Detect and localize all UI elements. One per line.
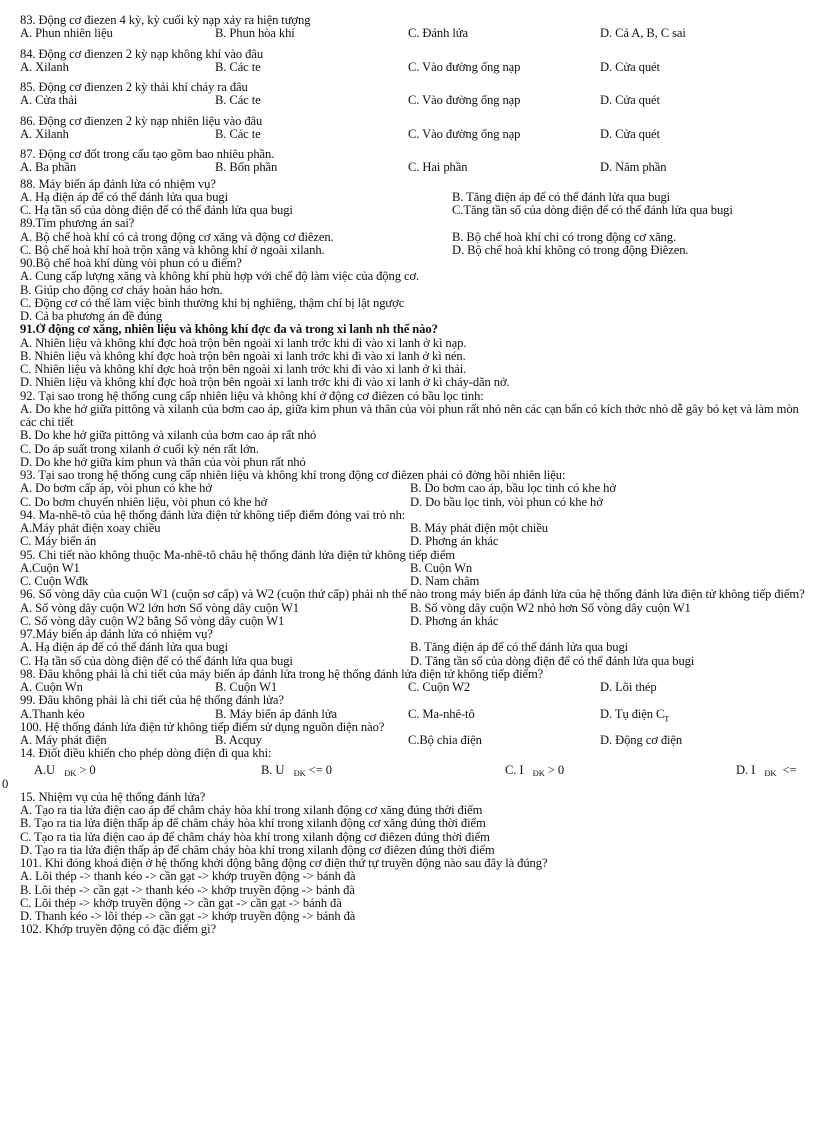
question-98 bbox=[20, 668, 806, 695]
option-a: A. Do bơm cấp áp, vòi phun có khe hở bbox=[20, 481, 212, 496]
option-b-pre: B. U bbox=[261, 762, 285, 777]
question-102 bbox=[20, 923, 806, 936]
option-a: A. Hạ điện áp để có thể đánh lửa qua bugi bbox=[20, 640, 229, 655]
question-101 bbox=[20, 857, 806, 923]
options bbox=[20, 61, 806, 74]
option-d: C.Tăng tần số của dòng điện để có thể đánh lửa qua bugi bbox=[452, 203, 733, 217]
option-b bbox=[261, 764, 332, 780]
option-b: B. Nhiên liệu và không khí đợc hoà trộn bên ngoài xi lanh trớc khi đi vào xi lanh ở kì nén. bbox=[20, 349, 466, 363]
question-85 bbox=[20, 81, 806, 108]
option-d: D. Do khe hở giữa kim phun và thân của vòi phun rất nhỏ bbox=[20, 455, 306, 469]
question-84 bbox=[20, 48, 806, 75]
option-a: A. Bộ chế hoà khí có cả trong động cơ xăng và động cơ điêzen. bbox=[20, 229, 334, 244]
option-b: B. Do khe hở giữa pittông và xilanh của bơm cao áp rất nhỏ bbox=[20, 429, 317, 443]
option-c: C. Số vòng dây cuộn W2 bằng Số vòng dây cuộn W1 bbox=[20, 613, 285, 628]
option-c: C. Hạ tần số của dòng điện để có thể đánh lửa qua bugi bbox=[20, 653, 293, 668]
question-text: 90.Bộ chế hoà khí dùng vòi phun có u điểm? bbox=[20, 257, 242, 270]
question-text: 14. Điốt điều khiển cho phép dòng điện đi qua khi: bbox=[20, 747, 272, 761]
question-text: 100. Hệ thống đánh lửa điện tử không tiếp điểm sử dụng nguồn điện nào? bbox=[20, 720, 385, 734]
option-b: B. Các te bbox=[215, 93, 261, 108]
options bbox=[20, 706, 806, 724]
options bbox=[20, 562, 806, 575]
options bbox=[20, 482, 806, 495]
option-d: D. Tăng tần số của dòng điện để có thể đánh lửa qua bugi bbox=[410, 653, 695, 668]
options bbox=[20, 602, 806, 615]
options bbox=[20, 655, 806, 668]
option-a bbox=[34, 764, 96, 780]
question-text: 92. Tại sao trong hệ thống cung cấp nhiên liệu và không khí ở động cơ điêzen có bầu lọc tinh: bbox=[20, 389, 484, 403]
question-14 bbox=[2, 747, 806, 791]
question-text: 86. Động cơ đienzen 2 kỳ nạp nhiên liệu vào đâu bbox=[20, 114, 263, 128]
option-d: D. Nhiên liệu và không khí đợc hoà trộn bên ngoài xi lanh trớc khi đi vào xi lanh ở kì cháy-dãn nở. bbox=[20, 376, 510, 390]
options bbox=[20, 27, 806, 40]
option-d: D. Năm phần bbox=[600, 160, 667, 175]
option-d-wrap: 0 bbox=[2, 777, 9, 791]
option-b: B. Do bơm cao áp, bầu lọc tinh có khe hở bbox=[410, 481, 616, 496]
option-c: C. Máy biến án bbox=[20, 534, 97, 549]
option-c: C.Bộ chia điện bbox=[408, 733, 482, 747]
question-88 bbox=[20, 178, 806, 218]
option-c-sub: ĐK bbox=[532, 767, 545, 778]
option-b: B. Giúp cho động cơ cháy hoàn hảo hơn. bbox=[20, 283, 223, 297]
option-b: B. Tăng điện áp để có thể đánh lửa qua bugi bbox=[452, 189, 671, 204]
option-d bbox=[736, 764, 797, 780]
option-b: B. Số vòng dây cuộn W2 nhỏ hơn Số vòng dây cuộn W1 bbox=[410, 600, 691, 615]
option-d: D. Tạo ra tia lửa điện thấp áp để châm cháy hòa khí trong xilanh động cơ điêzen đúng thời điểm bbox=[20, 843, 495, 857]
option-a: A. Nhiên liệu và không khí đợc hoà trộn bên ngoài xi lanh trớc khi đi vào xi lanh ở kì nạp. bbox=[20, 336, 467, 350]
options bbox=[20, 244, 806, 257]
option-d: D. Động cơ điện bbox=[600, 733, 683, 747]
options bbox=[20, 522, 806, 535]
question-93 bbox=[20, 469, 806, 509]
option-d: D. Cửa quét bbox=[600, 93, 660, 108]
options bbox=[20, 535, 806, 548]
question-text: 83. Động cơ điezen 4 kỳ, kỳ cuối kỳ nạp xảy ra hiện tượng bbox=[20, 14, 311, 27]
option-c: C. Động cơ có thể làm việc bình thường khi bị nghiêng, thậm chí bị lật ngược bbox=[20, 296, 405, 310]
option-b: B. Máy phát điện một chiều bbox=[410, 521, 549, 535]
option-c: C. Cuộn W2 bbox=[408, 680, 471, 694]
option-b: B. Tạo ra tia lửa điện thấp áp để châm cháy hòa khí trong xilanh động cơ xăng đúng thời điểm bbox=[20, 817, 486, 831]
option-a: A. Máy phát điện bbox=[20, 733, 107, 747]
option-a: A. Xilanh bbox=[20, 59, 69, 74]
options bbox=[20, 204, 806, 217]
question-15 bbox=[20, 791, 806, 857]
option-c: C. Do áp suất trong xilanh ở cuối kỳ nén rất lớn. bbox=[20, 442, 259, 456]
question-text: 99. Đâu không phải là chi tiết của hệ thống đánh lửa? bbox=[20, 694, 284, 708]
option-c: C. Nhiên liệu và không khí đợc hoà trộn bên ngoài xi lanh trớc khi đi vào xi lanh ở kì thải. bbox=[20, 363, 467, 376]
option-d bbox=[600, 708, 669, 726]
option-b: B. Bốn phần bbox=[215, 160, 278, 175]
question-96 bbox=[20, 588, 806, 628]
option-c: C. Ma-nhê-tô bbox=[408, 706, 475, 721]
option-a: A.Cuộn W1 bbox=[20, 560, 80, 575]
question-text: 88. Máy biến áp đánh lửa có nhiệm vụ? bbox=[20, 177, 216, 191]
option-c: C. Do bơm chuyển nhiên liệu, vòi phun có khe hở bbox=[20, 494, 268, 509]
option-c-pre: C. I bbox=[505, 762, 524, 777]
question-text: 94. Ma-nhê-tô của hệ thống đánh lửa điện tử không tiếp điểm đóng vai trò nh: bbox=[20, 508, 406, 522]
option-a-post: > 0 bbox=[79, 762, 96, 777]
options bbox=[20, 191, 806, 204]
question-text: 85. Động cơ đienzen 2 kỳ thải khí cháy ra đâu bbox=[20, 81, 248, 94]
options bbox=[20, 575, 806, 588]
question-text: 89.Tìm phương án sai? bbox=[20, 217, 135, 231]
question-text: 87. Động cơ đốt trong cấu tạo gồm bao nhiêu phần. bbox=[20, 148, 275, 161]
options bbox=[20, 94, 806, 107]
option-c bbox=[505, 764, 564, 780]
option-a: A. Cuộn Wn bbox=[20, 680, 83, 694]
option-b-post: <= 0 bbox=[308, 762, 332, 777]
option-b: B. Lõi thép -> cần gạt -> thanh kéo -> khớp truyền động -> bánh đà bbox=[20, 883, 355, 897]
question-86 bbox=[20, 115, 806, 142]
question-94 bbox=[20, 509, 806, 549]
option-a: A. Xilanh bbox=[20, 126, 69, 141]
options bbox=[20, 128, 806, 141]
option-d-text: D. Tụ điện C bbox=[600, 706, 665, 721]
option-c: C. Vào đường ống nạp bbox=[408, 59, 521, 74]
option-b: B. Bộ chế hoà khí chỉ có trong động cơ xăng. bbox=[452, 229, 677, 244]
option-c: C. Cuộn Wđk bbox=[20, 574, 89, 588]
option-d: D. Do bầu lọc tinh, vòi phun có khe hở bbox=[410, 494, 603, 509]
option-a: A. Ba phần bbox=[20, 160, 77, 175]
question-text: 91.Ở động cơ xăng, nhiên liệu và không khí đợc đa và trong xi lanh nh thế nào? bbox=[20, 323, 438, 337]
question-87 bbox=[20, 148, 806, 175]
option-b: B. Các te bbox=[215, 59, 261, 74]
option-d-post: <= bbox=[782, 762, 797, 777]
question-83 bbox=[20, 14, 806, 41]
option-b: B. Các te bbox=[215, 126, 261, 141]
option-a: A. Cung cấp lượng xăng và không khí phù hợp với chế độ làm việc của động cơ. bbox=[20, 270, 420, 284]
option-c: C. Vào đường ống nạp bbox=[408, 126, 521, 141]
question-90 bbox=[20, 257, 806, 323]
options bbox=[20, 615, 806, 628]
option-a: A. Lõi thép -> thanh kéo -> cần gạt -> khớp truyền động -> bánh đà bbox=[20, 870, 356, 884]
question-92 bbox=[20, 390, 806, 470]
option-d: D. Cả A, B, C sai bbox=[600, 26, 686, 41]
option-a: A. Cửa thải bbox=[20, 93, 78, 108]
question-text: 102. Khớp truyền động có đặc điểm gì? bbox=[20, 923, 217, 937]
option-c: C. Đánh lửa bbox=[408, 26, 468, 41]
question-text: 96. Số vòng dây của cuộn W1 (cuộn sơ cấp) và W2 (cuộn thứ cấp) phải nh thế nào trong máy biến áp đánh lửa của hệ thống đánh lửa điện tử không tiếp điểm? bbox=[20, 587, 805, 602]
option-b: B. Cuộn W1 bbox=[215, 680, 278, 694]
option-b: B. Tăng điện áp để có thể đánh lửa qua bugi bbox=[410, 640, 629, 655]
option-d: D. Cửa quét bbox=[600, 126, 660, 141]
options bbox=[20, 231, 806, 244]
option-c: C. Lõi thép -> khớp truyền động -> cần gạt -> cần gạt -> bánh đà bbox=[20, 896, 342, 910]
options bbox=[20, 641, 806, 654]
options bbox=[20, 734, 806, 747]
option-b: B. Phun hòa khí bbox=[215, 26, 295, 41]
question-text: 84. Động cơ đienzen 2 kỳ nạp không khí vào đâu bbox=[20, 47, 264, 61]
option-c: C. Hai phần bbox=[408, 160, 468, 175]
option-d: D. Nam châm bbox=[410, 574, 480, 588]
question-text: 101. Khi đóng khoá điện ở hệ thống khởi động bằng động cơ điện thứ tự truyền động nào sau đây là đúng? bbox=[20, 857, 548, 870]
option-d: D. Cả ba phương án đề đúng bbox=[20, 310, 163, 323]
option-b-sub: ĐK bbox=[293, 767, 306, 778]
option-c-post: > 0 bbox=[547, 762, 565, 777]
options bbox=[20, 161, 806, 174]
question-91 bbox=[20, 323, 806, 389]
options bbox=[20, 681, 806, 694]
option-d: D. Cửa quét bbox=[600, 59, 660, 74]
option-d: D. Thanh kéo -> lõi thép -> cần gạt -> khớp truyền động -> bánh đà bbox=[20, 910, 356, 923]
option-d: D. Lõi thép bbox=[600, 680, 657, 694]
document-page bbox=[2, 14, 806, 937]
option-d-subscript: T bbox=[664, 714, 670, 724]
option-a: A.Thanh kéo bbox=[20, 706, 85, 721]
option-b: B. Cuộn Wn bbox=[410, 560, 473, 575]
question-text: 98. Đâu không phải là chi tiết của máy biến áp đánh lửa trong hệ thống đánh lửa điện tử không tiếp điểm? bbox=[20, 667, 544, 681]
option-a: A. Tạo ra tia lửa điện cao áp để châm cháy hòa khí trong xilanh động cơ xăng đúng thời điểm bbox=[20, 804, 483, 817]
option-d-pre: D. I bbox=[736, 762, 756, 777]
option-d-sub: ĐK bbox=[764, 767, 777, 778]
option-a: A. Số vòng dây cuộn W2 lớn hơn Số vòng dây cuộn W1 bbox=[20, 600, 299, 615]
option-a: A.Máy phát điện xoay chiều bbox=[20, 521, 161, 535]
question-text: 95. Chi tiết nào không thuộc Ma-nhê-tô châu hệ thống đánh lửa điện tử không tiếp điểm bbox=[20, 548, 455, 562]
option-c: C. Bộ chế hoà khí hoà trộn xăng và không khí ở ngoài xilanh. bbox=[20, 242, 325, 257]
option-b: B. Máy biến áp đánh lửa bbox=[215, 706, 338, 721]
option-d: D. Bộ chế hoà khí không có trong động Điêzen. bbox=[452, 242, 689, 257]
question-100 bbox=[20, 721, 806, 748]
question-text: 97.Máy biến áp đánh lửa có nhiệm vụ? bbox=[20, 628, 213, 641]
question-99 bbox=[20, 694, 806, 724]
option-a: A. Phun nhiên liệu bbox=[20, 26, 113, 41]
option-c: C. Hạ tần số của dòng điện để có thể đánh lửa qua bugi bbox=[20, 203, 293, 217]
option-a: A. Hạ điện áp để có thể đánh lửa qua bugi bbox=[20, 189, 229, 204]
option-c: C. Tạo ra tia lửa điện cao áp để châm cháy hòa khí trong xilanh động cơ điêzen đúng thời điểm bbox=[20, 830, 490, 844]
options bbox=[20, 496, 806, 509]
option-a-pre: A.U bbox=[34, 762, 56, 777]
option-a: A. Do khe hở giữa pittông và xilanh của bơm cao áp, giữa kim phun và thân của vòi phun rất nhỏ nên các cạn bẩn có kích thớc nhỏ dễ gây bó kẹt và làm mòn các chi tiết bbox=[20, 401, 799, 429]
question-97 bbox=[20, 628, 806, 668]
question-text: 93. Tại sao trong hệ thống cung cấp nhiên liệu và không khí trong động cơ điêzen phải có đờng hồi nhiên liệu: bbox=[20, 469, 566, 482]
option-d: D. Phơng án khác bbox=[410, 534, 499, 549]
question-95 bbox=[20, 549, 806, 589]
options bbox=[20, 764, 806, 781]
option-b: B. Acquy bbox=[215, 733, 262, 747]
option-a-sub: ĐK bbox=[64, 767, 77, 778]
question-text: 15. Nhiệm vụ của hệ thống đánh lửa? bbox=[20, 790, 206, 804]
option-c: C. Vào đường ống nạp bbox=[408, 93, 521, 108]
option-d: D. Phơng án khác bbox=[410, 613, 499, 628]
question-89 bbox=[20, 217, 806, 257]
